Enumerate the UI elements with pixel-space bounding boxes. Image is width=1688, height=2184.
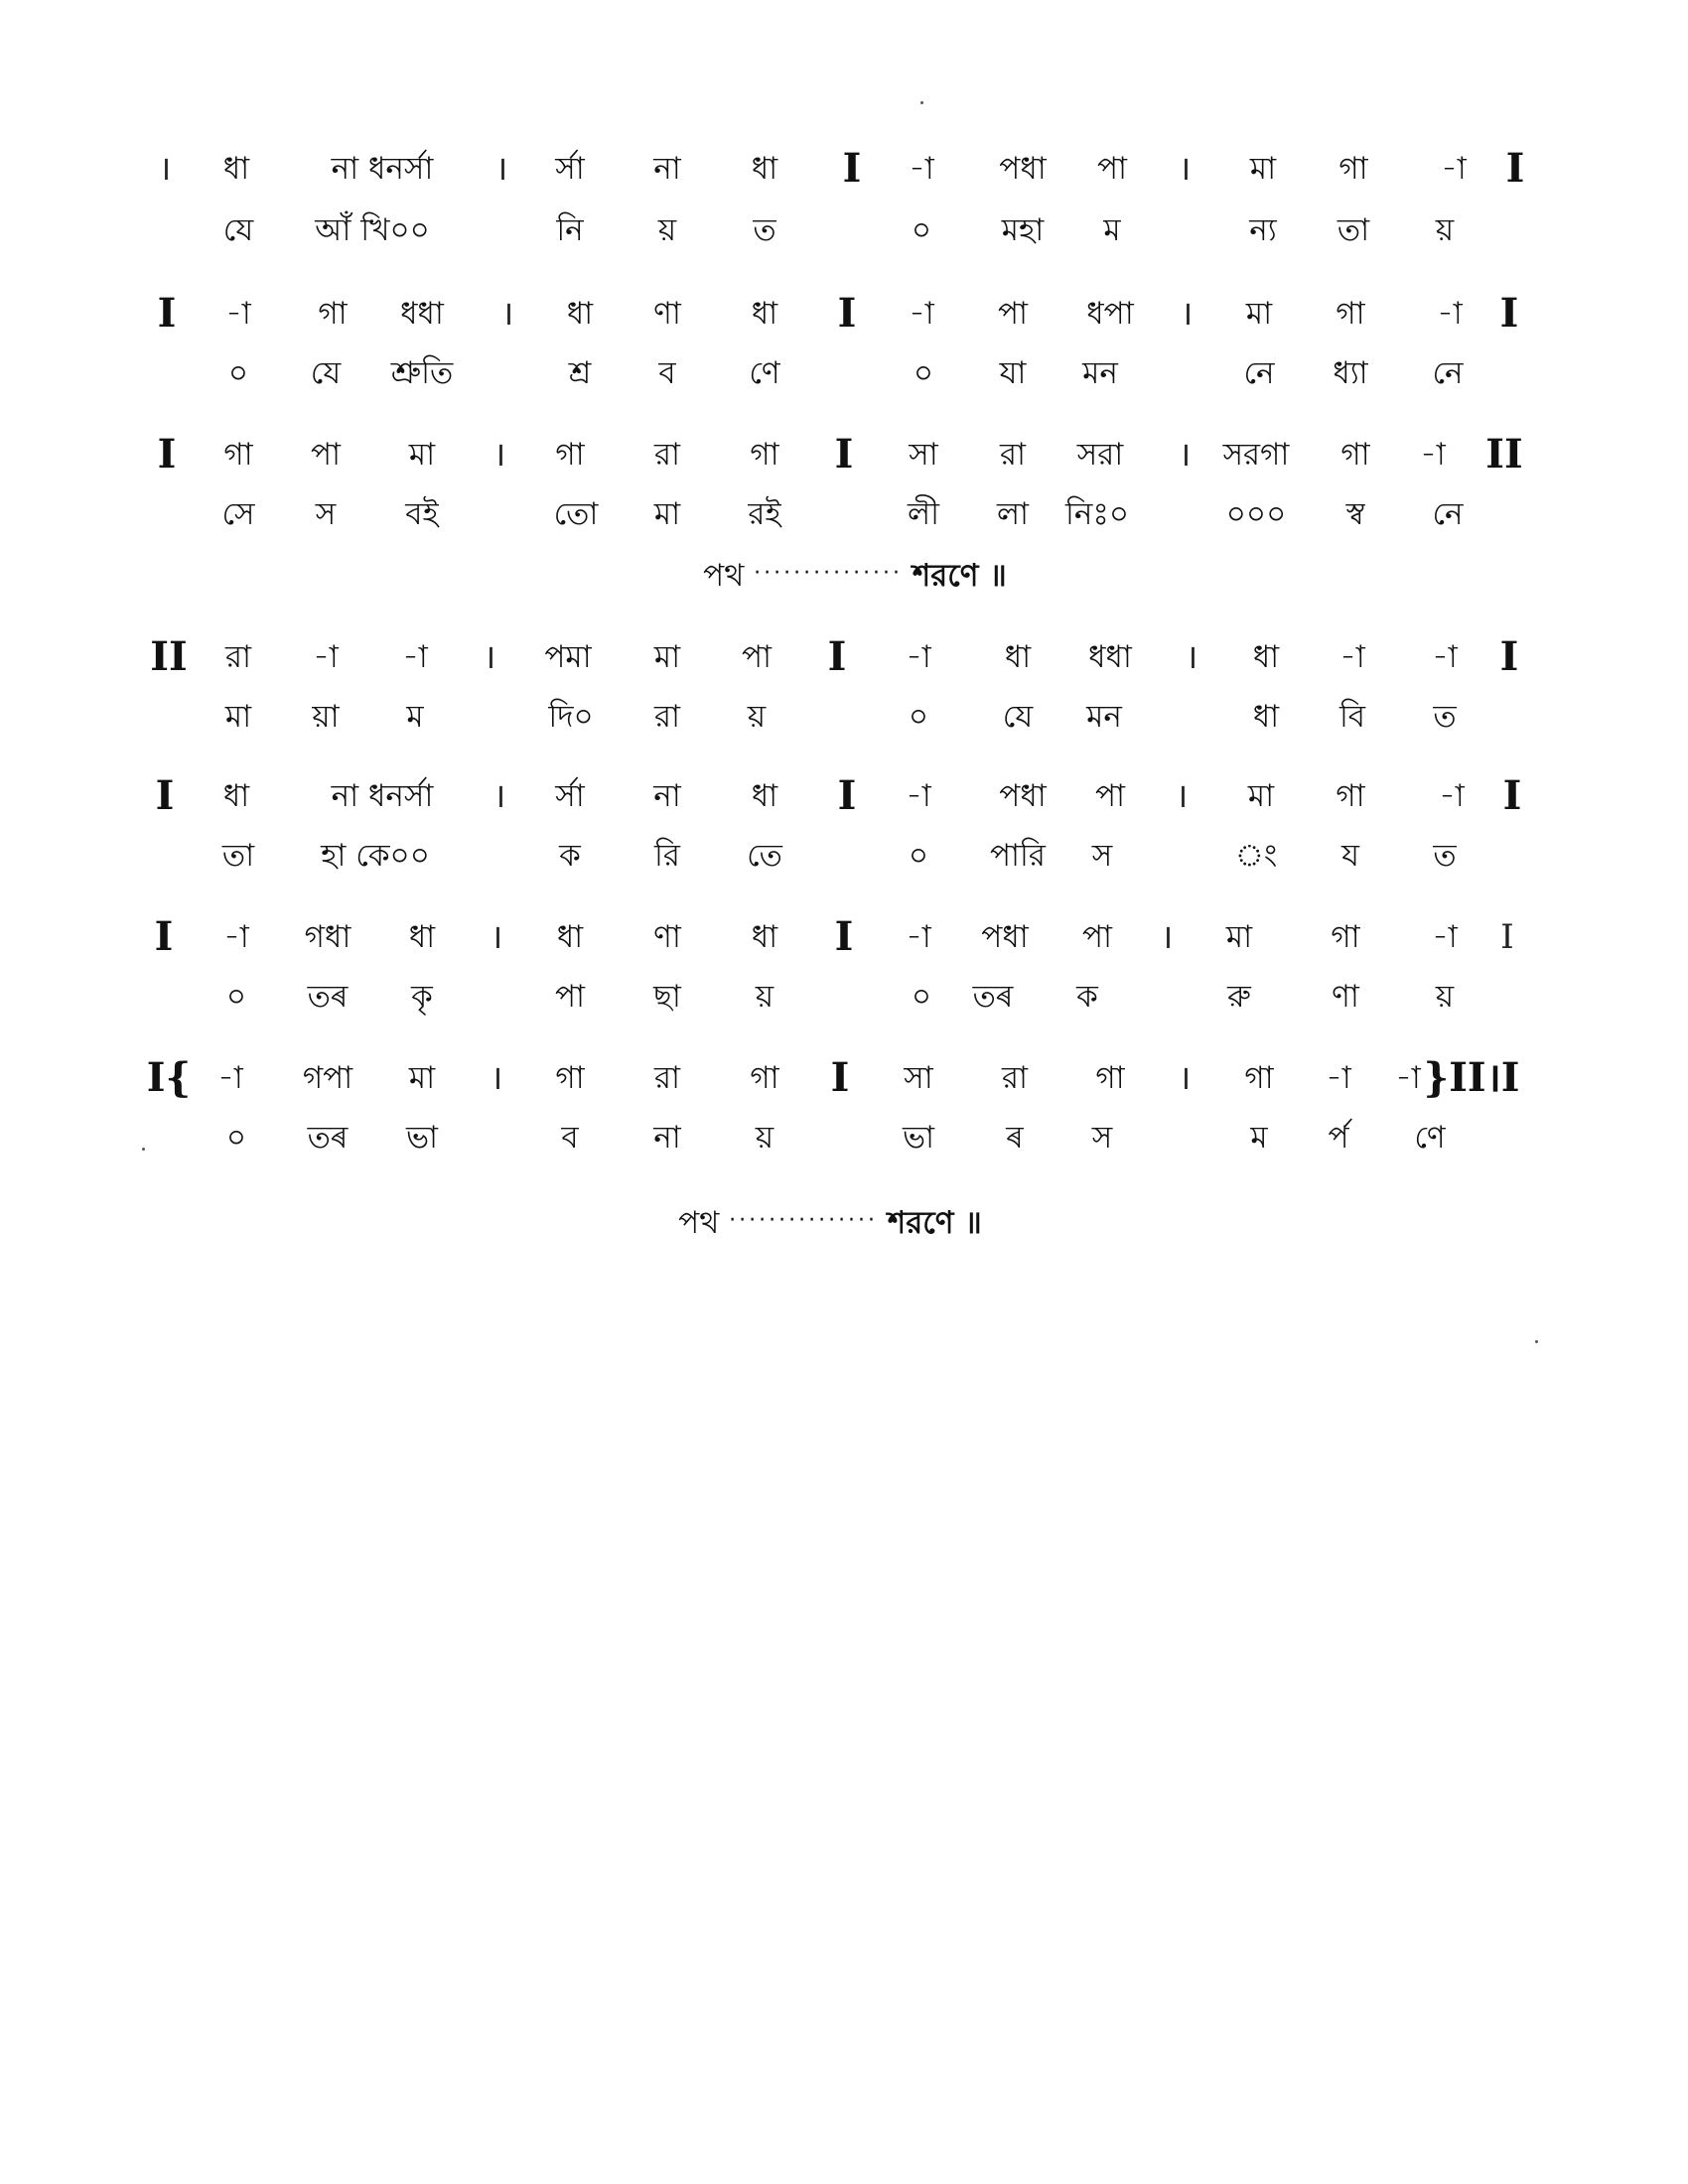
note-cell: পমা [544, 639, 592, 675]
note-row-6 [0, 907, 1688, 967]
barline: I{ [146, 1054, 192, 1101]
note-cell: না ধনর্সা [331, 151, 434, 187]
note-cell: -া [1437, 296, 1463, 332]
barline: I [1500, 917, 1514, 957]
lyric-cell: ভা [902, 1120, 935, 1156]
lyric-cell: রু [1227, 979, 1251, 1015]
barline: I [154, 913, 174, 960]
barline: I [157, 290, 177, 337]
note-cell: ণা [653, 296, 681, 332]
note-cell: -া [909, 296, 934, 332]
lyric-cell: ০০০ [1225, 496, 1287, 532]
note-row-4 [0, 627, 1688, 687]
lyric-cell: ৰ [1006, 1120, 1024, 1156]
lyric-cell: যে [1002, 699, 1034, 735]
lyric-cell: নি [556, 212, 584, 248]
lyric-cell: মহা [1001, 212, 1045, 248]
note-cell: গা [1095, 1060, 1125, 1096]
note-cell: -া [1432, 639, 1458, 675]
lyric-cell: য় [1435, 212, 1455, 248]
note-cell: সরগা [1222, 437, 1290, 473]
note-cell: -া [1395, 1060, 1421, 1096]
lyric-cell: স [315, 496, 337, 532]
barline: । [500, 294, 514, 334]
lyric-cell: বই [405, 496, 439, 532]
lyric-cell: ম [1103, 212, 1121, 248]
note-cell: গা [555, 1060, 585, 1096]
lyric-cell: ধ্যা [1333, 355, 1368, 391]
note-cell: গা [750, 1060, 779, 1096]
note-cell: রা [653, 437, 681, 473]
lyric-cell: স্ব [1345, 496, 1365, 532]
lyric-cell: লা [996, 496, 1030, 532]
lyric-cell: য় [1435, 979, 1455, 1015]
note-cell: ধা [751, 778, 778, 814]
lyric-row-3 [0, 484, 1688, 544]
barline: I [155, 772, 175, 819]
note-row-3 [0, 425, 1688, 484]
lyric-cell: যে [310, 355, 342, 391]
lyric-cell: লী [908, 496, 939, 532]
barline: I [834, 913, 854, 960]
note-cell: র্সা [555, 151, 585, 187]
note-cell: -া [1420, 437, 1446, 473]
note-cell: পা [1081, 919, 1113, 955]
note-cell: মা [1249, 151, 1277, 187]
lyric-cell: য় [755, 1120, 774, 1156]
note-cell: ধা [751, 296, 778, 332]
lyric-cell: ০ [225, 1120, 247, 1156]
note-cell: ধধা [400, 296, 444, 332]
barline: I [837, 290, 857, 337]
note-row-7 [0, 1048, 1688, 1108]
lyric-cell: রি [654, 838, 680, 874]
note-cell: মা [1247, 778, 1275, 814]
note-cell: -া [217, 1060, 243, 1096]
note-cell: -া [909, 151, 934, 187]
barline: I [827, 633, 847, 680]
note-cell: না ধনর্সা [331, 778, 434, 814]
lyric-cell: ধা [1252, 699, 1280, 735]
note-cell: ধা [566, 296, 594, 332]
note-cell: রা [1001, 1060, 1029, 1096]
lyric-row-4 [0, 687, 1688, 747]
lyric-cell: ক [1076, 979, 1098, 1015]
barline: I [830, 1054, 850, 1101]
note-cell: রা [224, 639, 252, 675]
note-cell: সা [904, 1060, 933, 1096]
note-cell: মা [653, 639, 681, 675]
note-cell: গা [1336, 296, 1365, 332]
lyric-cell: শ্র [568, 355, 592, 391]
lyric-cell: স [1091, 1120, 1113, 1156]
note-cell: মা [1245, 296, 1273, 332]
lyric-cell: ত [753, 212, 776, 248]
scan-speck [1535, 1340, 1538, 1343]
barline: I [837, 772, 857, 819]
lyric-cell: ক [559, 838, 581, 874]
barline: । [490, 917, 503, 957]
barline: I [1505, 145, 1525, 192]
note-cell: না [653, 778, 681, 814]
note-cell: মা [408, 437, 436, 473]
note-cell: গপা [302, 1060, 353, 1096]
barline: । [492, 435, 506, 475]
note-cell: ধা [222, 778, 250, 814]
note-cell: র্সা [555, 778, 585, 814]
lyric-cell: পারি [990, 838, 1046, 874]
lyric-cell: ম [406, 699, 424, 735]
barline: । [1175, 776, 1189, 816]
lyric-cell: স [1091, 838, 1113, 874]
barline: I [1499, 290, 1519, 337]
lyric-cell: যে [222, 212, 254, 248]
lyric-cell: নে [1432, 496, 1464, 532]
note-cell: পা [997, 296, 1029, 332]
lyric-cell: তা [1336, 212, 1370, 248]
note-cell: গা [1331, 919, 1360, 955]
lyric-cell: হা কে০০ [321, 838, 430, 874]
lyric-cell: মন [1086, 699, 1122, 735]
note-cell: রা [999, 437, 1027, 473]
lyric-cell: নিঃ০ [1064, 496, 1130, 532]
note-cell: ণা [653, 919, 681, 955]
note-cell: -া [313, 639, 339, 675]
lyric-cell: নে [1243, 355, 1275, 391]
lyric-cell: ০ [227, 355, 249, 391]
scan-speck [142, 1148, 145, 1151]
note-cell: পধা [999, 778, 1047, 814]
refrain-dots: ··············· [729, 1208, 879, 1233]
lyric-cell: সে [221, 496, 255, 532]
note-cell: গা [750, 437, 779, 473]
note-cell: গা [318, 296, 348, 332]
note-cell: -া [225, 296, 251, 332]
note-cell: ধা [751, 919, 778, 955]
lyric-cell: রা [653, 699, 681, 735]
refrain-start: পথ [703, 558, 745, 594]
lyric-cell: ং [1234, 838, 1278, 874]
note-cell: -া [1326, 1060, 1351, 1096]
barline: । [483, 637, 496, 677]
lyric-cell: বি [1338, 699, 1366, 735]
barline: I [842, 145, 862, 192]
lyric-cell: ০ [908, 699, 929, 735]
lyric-cell: ম [1250, 1120, 1268, 1156]
lyric-cell: ব [561, 1120, 579, 1156]
barline: । [1160, 917, 1174, 957]
note-cell: পধা [981, 919, 1029, 955]
note-cell: পধা [999, 151, 1047, 187]
note-cell: না [653, 151, 681, 187]
note-cell: ধা [1004, 639, 1032, 675]
lyric-cell: য় [657, 212, 677, 248]
lyric-cell: পা [554, 979, 586, 1015]
lyric-cell: মা [653, 496, 681, 532]
note-cell: গা [1338, 151, 1368, 187]
lyric-cell: কৃ [411, 979, 433, 1015]
lyric-cell: তৰ [307, 1120, 349, 1156]
refrain-end: শরণে ॥ [887, 1205, 982, 1241]
note-cell: -া [906, 639, 931, 675]
lyric-row-6 [0, 967, 1688, 1026]
lyric-cell: তা [221, 838, 255, 874]
lyric-cell: তে [747, 838, 782, 874]
lyric-cell: য়া [312, 699, 340, 735]
lyric-row-2 [0, 343, 1688, 403]
lyric-cell: ন্য [1249, 212, 1277, 248]
lyric-cell: ত [1433, 838, 1457, 874]
lyric-row-1 [0, 201, 1688, 260]
note-cell: গা [1340, 437, 1370, 473]
note-cell: ধা [222, 151, 250, 187]
lyric-cell: যা [999, 355, 1027, 391]
note-cell: ধা [1252, 639, 1280, 675]
refrain-end: শরণে ॥ [912, 558, 1007, 594]
lyric-cell: ০ [225, 979, 247, 1015]
lyric-row-5 [0, 826, 1688, 886]
lyric-cell: য [1341, 838, 1359, 874]
lyric-cell: দি০ [548, 699, 594, 735]
barline: I [1499, 633, 1519, 680]
note-cell: ধধা [1088, 639, 1132, 675]
lyric-cell: ব [658, 355, 676, 391]
note-cell: মা [1225, 919, 1253, 955]
barline: II [1485, 431, 1523, 478]
note-cell: -া [1441, 151, 1467, 187]
barline: । [1178, 435, 1192, 475]
barline: । [492, 776, 506, 816]
lyric-row-7 [0, 1108, 1688, 1167]
refrain-start: পথ [678, 1205, 720, 1241]
barline: }II।I [1423, 1054, 1520, 1101]
note-cell: -া [906, 778, 931, 814]
note-cell: -া [1339, 639, 1365, 675]
note-cell: পা [1096, 151, 1128, 187]
note-cell: -া [1439, 778, 1465, 814]
note-cell: গধা [304, 919, 352, 955]
lyric-cell: ভা [405, 1120, 439, 1156]
refrain-dots: ··············· [754, 561, 904, 586]
note-cell: সরা [1076, 437, 1124, 473]
note-cell: ধা [408, 919, 436, 955]
lyric-cell: ০ [911, 212, 932, 248]
lyric-cell: ণে [749, 355, 780, 391]
note-cell: ধা [556, 919, 584, 955]
note-cell: গা [223, 437, 253, 473]
note-cell: গা [555, 437, 585, 473]
barline: । [158, 149, 172, 189]
note-cell: গা [1336, 778, 1365, 814]
note-cell: -া [402, 639, 428, 675]
barline: । [1178, 1058, 1192, 1098]
lyric-cell: তৰ [307, 979, 349, 1015]
barline: । [1178, 149, 1192, 189]
note-cell: পা [741, 639, 773, 675]
note-cell: রা [653, 1060, 681, 1096]
barline: I [1502, 772, 1522, 819]
note-cell: সা [909, 437, 938, 473]
lyric-cell: রই [748, 496, 781, 532]
note-cell: পা [310, 437, 342, 473]
lyric-cell: ০ [911, 979, 932, 1015]
lyric-cell: য় [747, 699, 767, 735]
lyric-cell: আঁ খি০০ [315, 212, 430, 248]
lyric-cell: ণে [1414, 1120, 1446, 1156]
note-cell: গা [1244, 1060, 1274, 1096]
lyric-cell: তো [553, 496, 599, 532]
lyric-cell: ০ [908, 838, 929, 874]
note-cell: মা [408, 1060, 436, 1096]
note-row-1 [0, 139, 1688, 199]
note-cell: পা [1094, 778, 1126, 814]
note-row-2 [0, 284, 1688, 343]
lyric-cell: শ্রুতি [390, 355, 454, 391]
refrain-line [0, 544, 1688, 604]
barline: I [834, 431, 854, 478]
lyric-cell: তৰ [972, 979, 1014, 1015]
note-row-5 [0, 766, 1688, 826]
lyric-cell: ণা [1332, 979, 1359, 1015]
lyric-cell: নে [1432, 355, 1464, 391]
note-cell: ধা [751, 151, 778, 187]
lyric-cell: ০ [913, 355, 934, 391]
note-cell: -া [223, 919, 249, 955]
barline: । [1180, 294, 1194, 334]
lyric-cell: র্প [1328, 1120, 1349, 1156]
barline: I [157, 431, 177, 478]
lyric-cell: মা [224, 699, 252, 735]
note-cell: -া [1432, 919, 1458, 955]
lyric-cell: ছা [653, 979, 681, 1015]
barline: । [490, 1058, 503, 1098]
lyric-cell: না [653, 1120, 681, 1156]
lyric-cell: মন [1082, 355, 1118, 391]
note-cell: ধপা [1086, 296, 1134, 332]
note-cell: -া [906, 919, 931, 955]
lyric-cell: ত [1433, 699, 1457, 735]
refrain-line [0, 1191, 1688, 1251]
barline: । [494, 149, 508, 189]
lyric-cell: য় [755, 979, 774, 1015]
scan-speck [920, 101, 923, 104]
barline: II [150, 633, 188, 680]
barline: । [1185, 637, 1198, 677]
